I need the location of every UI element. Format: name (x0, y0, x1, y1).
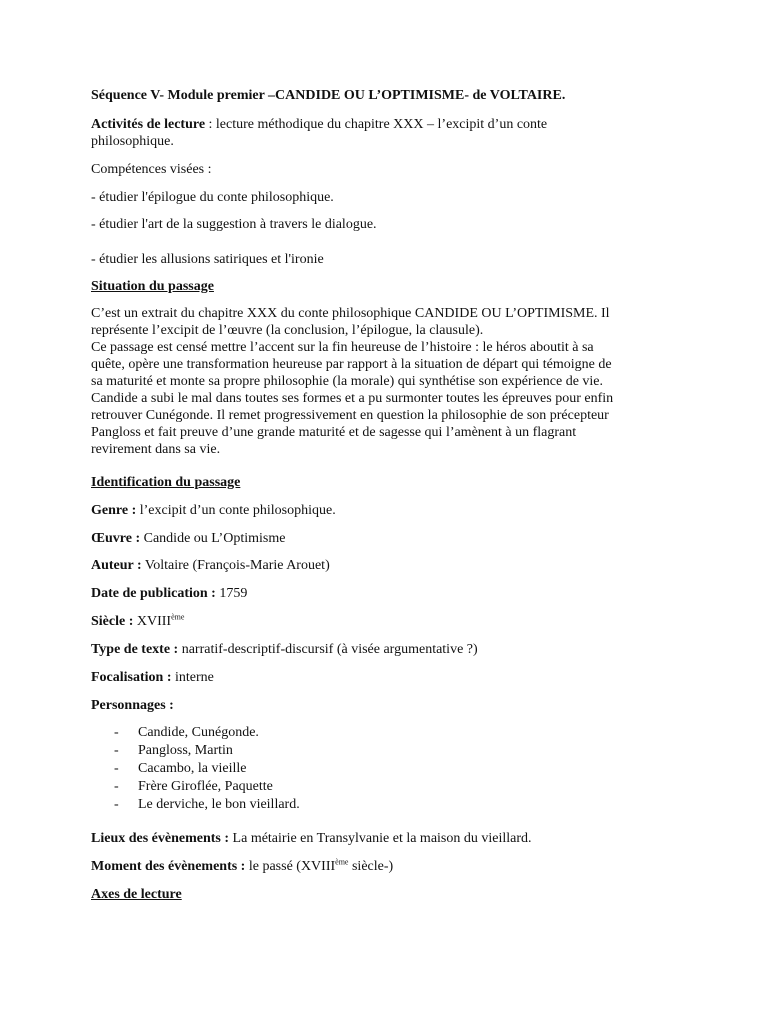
type-value: narratif-descriptif-discursif (à visée argumentative ?) (178, 642, 478, 657)
oeuvre-label: Œuvre : (91, 531, 141, 546)
moment-superscript: ème (335, 857, 349, 867)
personnage-item (114, 724, 259, 741)
paragraph-line: Ce passage est censé mettre l’accent sur la fin heureuse de l’histoire : le héros aboutit à sa (91, 340, 594, 355)
competence-item: - étudier les allusions satiriques et l'ironie (91, 252, 324, 267)
activites-label: Activités de lecture (91, 117, 206, 132)
document-title: Séquence V- Module premier –CANDIDE OU L’OPTIMISME- de VOLTAIRE. (91, 88, 566, 103)
personnage-item (114, 796, 300, 813)
type-line (91, 641, 478, 658)
oeuvre-value: Candide ou L’Optimisme (140, 531, 286, 546)
personnages-label: Personnages : (91, 698, 174, 713)
oeuvre-line (91, 530, 285, 547)
siecle-label: Siècle : (91, 614, 134, 629)
focalisation-value: interne (171, 670, 214, 685)
moment-value-start: le passé (XVIII (245, 859, 336, 874)
date-label: Date de publication : (91, 586, 216, 601)
lieux-value: La métairie en Transylvanie et la maison du vieillard. (229, 831, 532, 846)
competence-item: - étudier l'art de la suggestion à travers le dialogue. (91, 217, 377, 232)
personnage-text: Frère Giroflée, Paquette (138, 779, 273, 794)
date-value: 1759 (215, 586, 248, 601)
lieux-label: Lieux des évènements : (91, 831, 230, 846)
bullet-dash: - (114, 725, 119, 740)
bullet-dash: - (114, 761, 119, 776)
focalisation-label: Focalisation : (91, 670, 172, 685)
personnage-text: Pangloss, Martin (138, 743, 233, 758)
personnage-text: Candide, Cunégonde. (138, 725, 259, 740)
paragraph-line: Candide a subi le mal dans toutes ses formes et a pu surmonter toutes les épreuves pour enfin (91, 391, 614, 406)
activites-line-1 (91, 116, 547, 133)
genre-line (91, 502, 336, 519)
type-label: Type de texte : (91, 642, 179, 657)
bullet-dash: - (114, 797, 119, 812)
competences-title: Compétences visées : (91, 162, 212, 177)
paragraph-line: retrouver Cunégonde. Il remet progressivement en question la philosophie de son précepteur (91, 408, 609, 423)
paragraph-line: représente l’excipit de l’œuvre (la conclusion, l’épilogue, la clausule). (91, 323, 484, 338)
paragraph-line: C’est un extrait du chapitre XXX du conte philosophique CANDIDE OU L’OPTIMISME. Il (91, 306, 610, 321)
siecle-value: XVIII (133, 614, 172, 629)
date-line (91, 585, 247, 602)
personnage-item (114, 742, 233, 759)
identification-heading: Identification du passage (91, 475, 241, 490)
siecle-line (91, 613, 184, 630)
moment-value-end: siècle-) (348, 859, 394, 874)
personnage-text: Le derviche, le bon vieillard. (138, 797, 300, 812)
activites-line-2: philosophique. (91, 134, 174, 149)
bullet-dash: - (114, 743, 119, 758)
moment-label: Moment des évènements : (91, 859, 246, 874)
moment-line (91, 858, 393, 875)
paragraph-line: Pangloss et fait preuve d’une grande maturité et de sagesse qui l’amènent à un flagrant (91, 425, 577, 440)
personnage-item (114, 778, 273, 795)
focalisation-line (91, 669, 214, 686)
genre-value: l’excipit d’un conte philosophique. (136, 503, 336, 518)
auteur-line (91, 557, 330, 574)
lieux-line (91, 830, 532, 847)
siecle-superscript: ème (171, 612, 185, 622)
personnage-text: Cacambo, la vieille (138, 761, 247, 776)
personnage-item (114, 760, 246, 777)
genre-label: Genre : (91, 503, 137, 518)
activites-text: : lecture méthodique du chapitre XXX – l’excipit d’un conte (205, 117, 548, 132)
axes-heading: Axes de lecture (91, 887, 182, 902)
auteur-label: Auteur : (91, 558, 142, 573)
auteur-value: Voltaire (François-Marie Arouet) (141, 558, 330, 573)
competence-item: - étudier l'épilogue du conte philosophique. (91, 190, 334, 205)
bullet-dash: - (114, 779, 119, 794)
paragraph-line: sa maturité et monte sa propre philosophie (la morale) qui synthétise son expérience de vie. (91, 374, 604, 389)
paragraph-line: quête, opère une transformation heureuse par rapport à la situation de départ qui témoigne de (91, 357, 612, 372)
paragraph-line: revirement dans sa vie. (91, 442, 221, 457)
situation-paragraph (91, 305, 651, 458)
situation-heading: Situation du passage (91, 279, 214, 294)
